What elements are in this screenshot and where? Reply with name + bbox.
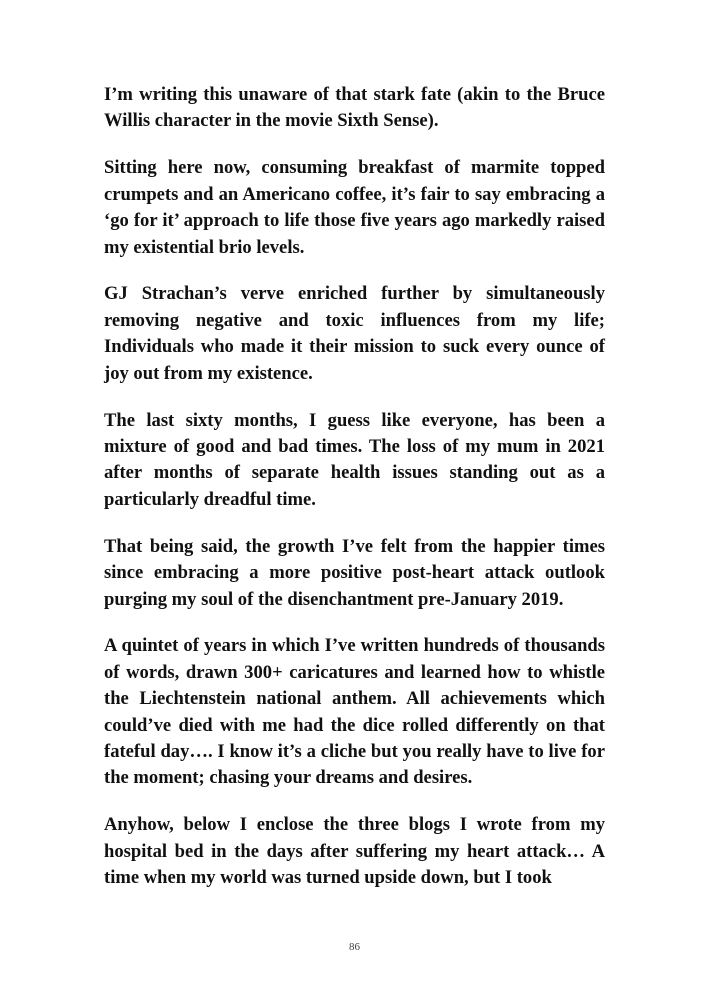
paragraph-blogs: Anyhow, below I enclose the three blogs I wrote from my hospital bed in the days after suffering my heart attack… A time when my world was turned upside down, but I took <box>104 814 605 889</box>
page-number: 86 <box>349 941 360 953</box>
paragraph-quintet: A quintet of years in which I’ve written hundreds of thousands of words, drawn 300+ caricatures and learned how to whistle the Liechtenstein national anthem. All achievements which could’ve died with me had the dice rolled differently on that fateful day…. I know it’s a cliche but you really have to live for the moment; chasing your dreams and desires. <box>104 635 605 789</box>
paragraph-verve: GJ Strachan’s verve enriched further by simultaneously removing negative and toxic influences from my life; Individuals who made it their mission to suck every ounce of joy out from my existence. <box>104 283 605 384</box>
paragraph-sixth-sense: I’m writing this unaware of that stark fate (akin to the Bruce Willis character in the movie Sixth Sense). <box>104 84 605 132</box>
paragraph-breakfast: Sitting here now, consuming breakfast of marmite topped crumpets and an Americano coffee, it’s fair to say embracing a ‘go for it’ approach to life those five years ago markedly raised my existential brio levels. <box>104 157 605 258</box>
page-body <box>104 82 605 912</box>
paragraph-sixty-months: The last sixty months, I guess like everyone, has been a mixture of good and bad times. The loss of my mum in 2021 after months of separate health issues standing out as a particularly dreadful time. <box>104 409 605 510</box>
paragraph-growth: That being said, the growth I’ve felt from the happier times since embracing a more positive post-heart attack outlook purging my soul of the disenchantment pre-January 2019. <box>104 535 605 610</box>
